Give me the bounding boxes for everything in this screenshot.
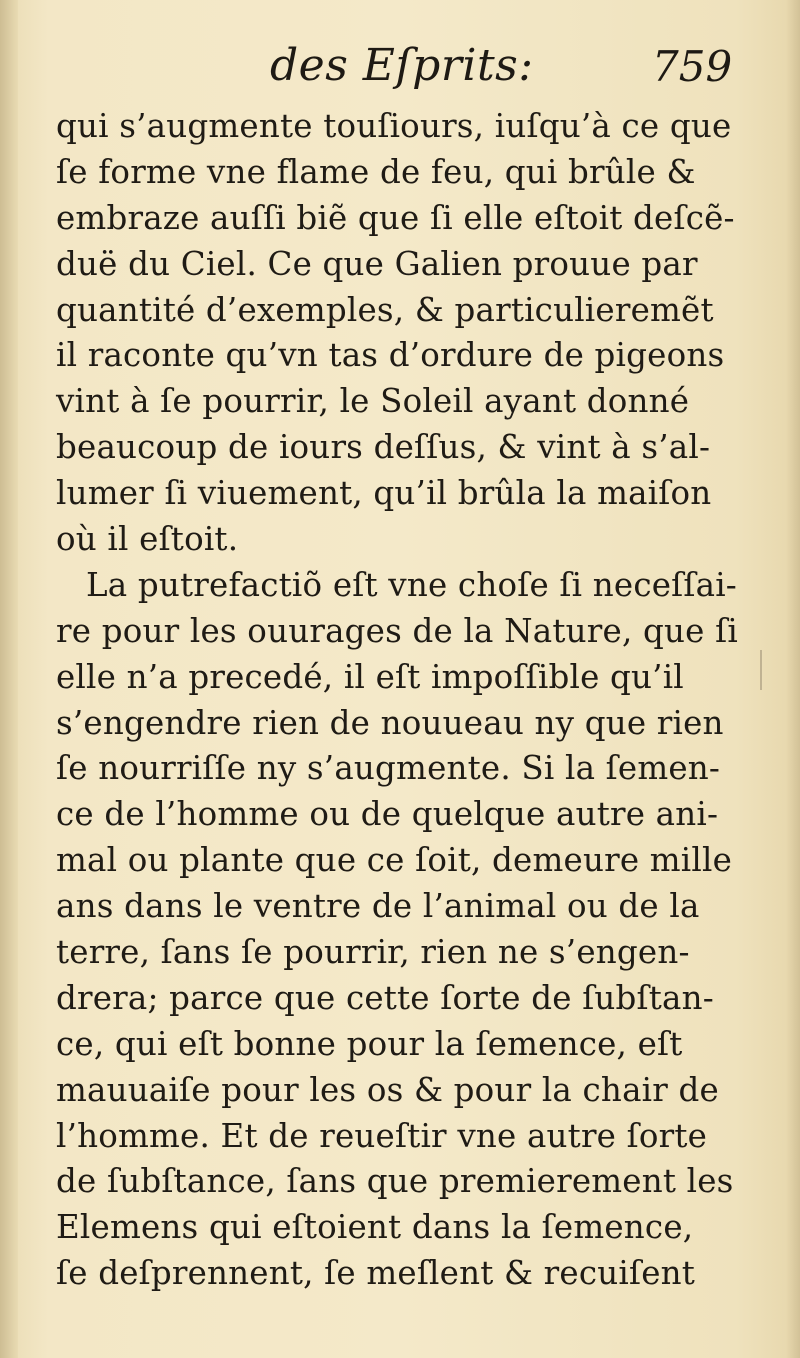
text-line: ce de l’homme ou de quelque autre ani- [56,795,719,834]
text-line: vint à ſe pourrir, le Soleil ayant donné [56,382,690,421]
text-line: Elemens qui eſtoient dans la ſemence, [56,1208,694,1247]
text-line: où il eſtoit. [56,520,239,559]
text-line: embraze auſſi biẽ que ſi elle eſtoit deſcẽ- [56,198,735,237]
text-line: mal ou plante que ce ſoit, demeure mille [56,841,733,880]
body-text [56,104,746,1297]
text-line: ſe nourriſſe ny s’augmente. Si la ſemen- [56,749,721,788]
text-line: ans dans le ventre de l’animal ou de la [56,887,700,926]
text-line: terre, ſans ſe pourrir, rien ne s’engen- [56,933,690,972]
text-line: s’engendre rien de nouueau ny que rien [56,703,724,742]
text-line: ſe forme vne flame de feu, qui brûle & [56,152,696,191]
page-header [0,40,800,100]
page-edge [786,0,800,1358]
binding-shadow [0,0,18,1358]
text-line: de ſubſtance, ſans que premierement les [56,1162,734,1201]
text-line: duë du Ciel. Ce que Galien prouue par [56,244,698,283]
text-line: l’homme. Et de reueſtir vne autre ſorte [56,1116,708,1155]
text-line: quantité d’exemples, & particulieremẽt [56,290,714,329]
paragraph-start-line: La putrefactiõ eſt vne choſe ſi neceſſai- [86,565,737,604]
text-line: ce, qui eſt bonne pour la ſemence, eſt [56,1024,683,1063]
running-head: des Eſprits: [270,40,534,91]
text-line: ſe deſprennent, ſe meſlent & recuiſent [56,1254,696,1293]
text-line: lumer ſi viuement, qu’il brûla la maiſon [56,474,712,513]
text-line: beaucoup de iours deſſus, & vint à s’al- [56,428,711,467]
text-line: drera; parce que cette ſorte de ſubſtan- [56,978,714,1017]
text-line: elle n’a precedé, il eſt impoſſible qu’il [56,657,684,696]
text-line: mauuaiſe pour les os & pour la chair de [56,1070,719,1109]
text-line: qui s’augmente touſiours, iuſqu’à ce que [56,107,732,145]
margin-mark [760,650,762,690]
text-line: re pour les ouurages de la Nature, que ſi [56,611,738,650]
text-line: il raconte qu’vn tas d’ordure de pigeons [56,336,725,375]
page-number: 759 [652,42,733,91]
